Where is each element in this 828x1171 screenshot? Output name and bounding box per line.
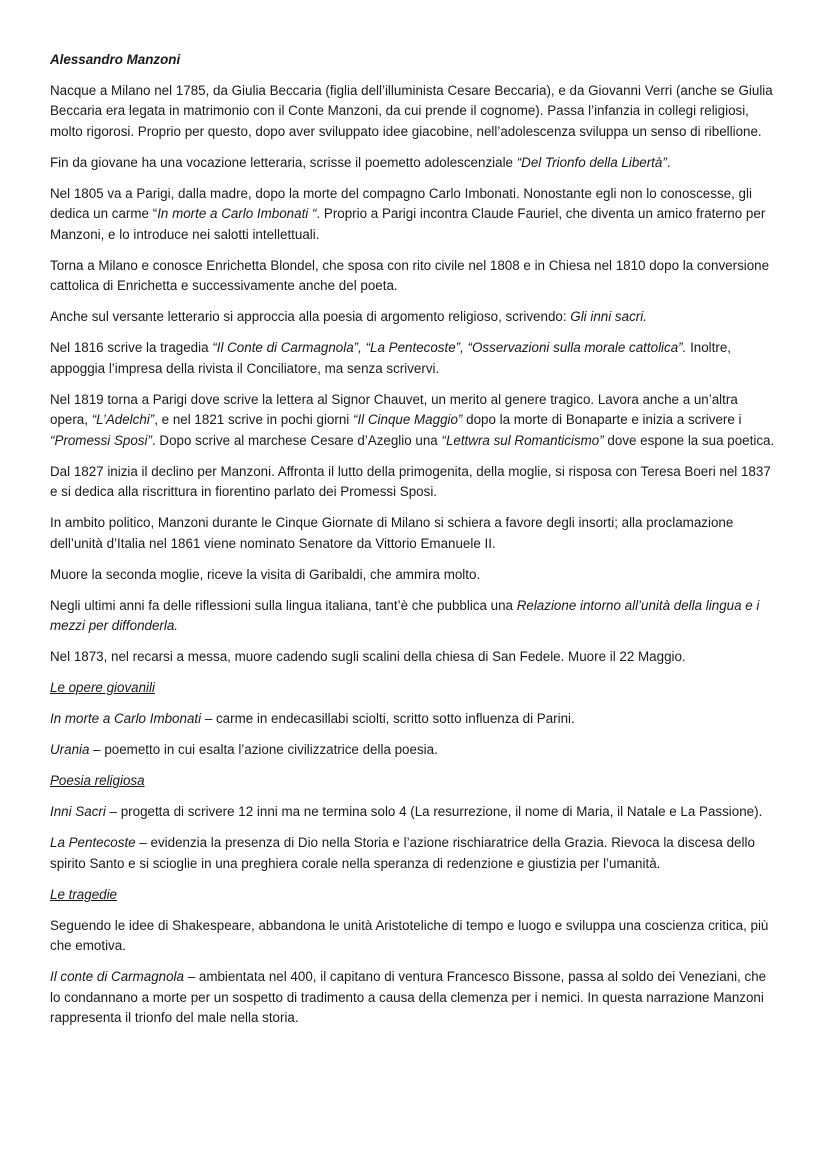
paragraph-religious-poetry: Anche sul versante letterario si approccia alla poesia di argomento religioso, scrivendo: Gli inni sacri. — [50, 309, 647, 324]
heading-tragedies: Le tragedie — [50, 886, 118, 902]
heading-religious-poetry: Poesia religiosa — [50, 773, 145, 788]
paragraph-1819: Nel 1819 torna a Parigi dove scrive la lettera al Signor Chauvet, un merito al genere tragico. Lavora anche a un’altra opera, “L’Adelchi”, e nel 1821 scrive in pochi giorni “Il Cinque Maggio” dopo la morte di Bonaparte e inizia a scrivere i “Promessi Sposi”. Dopo scrive al marchese Cesare d’Azeglio una “Lettwra sul Romanticismo” dove espone la sua poetica. — [50, 391, 775, 448]
paragraph-urania: Urania – poemetto in cui esalta l’azione civilizzatrice della poesia. — [50, 742, 438, 757]
paragraph-language: Negli ultimi anni fa delle riflessioni sulla lingua italiana, tant’è che pubblica una Relazione intorno all’unità della lingua e i mezzi per diffonderla. — [50, 597, 760, 633]
paragraph-decline: Dal 1827 inizia il declino per Manzoni. Affronta il lutto della primogenita, della moglie, si risposa con Teresa Boeri nel 1837 e si dedica alla riscrittura in fiorentino parlato dei Promessi Sposi. — [50, 463, 771, 499]
paragraph-vocation: Fin da giovane ha una vocazione letteraria, scrisse il poemetto adolescenziale “Del Trionfo della Libertà”. — [50, 154, 671, 170]
paragraph-garibaldi: Muore la seconda moglie, riceve la visita di Garibaldi, che ammira molto. — [50, 566, 481, 582]
paragraph-pentecoste: La Pentecoste – evidenzia la presenza di Dio nella Storia e l’azione rischiaratrice della Grazia. Rievoca la discesa dello spirito Santo e si scioglie in una preghiera corale nella speranza di redenzione e giustizia per l’umanità. — [50, 835, 755, 871]
paragraph-imbonati: In morte a Carlo Imbonati – carme in endecasillabi sciolti, scritto sotto influenza di Parini. — [50, 711, 575, 726]
paragraph-1816: Nel 1816 scrive la tragedia “Il Conte di Carmagnola”, “La Pentecoste”, “Osservazioni sulla morale cattolica”. Inoltre, appoggia l’impresa della rivista il Conciliatore, ma senza scrivervi. — [50, 340, 732, 376]
paragraph-birth: Nacque a Milano nel 1785, da Giulia Beccaria (figlia dell’illuminista Cesare Beccaria), e da Giovanni Verri (anche se Giulia Beccaria era legata in matrimonio con il Conte Manzoni, da cui prende il cognome). Passa l’infanzia in collegi religiosi, molto rigorosi. Proprio per questo, dopo aver sviluppato idee giacobine, nell’adolescenza sviluppa un senso di ribellione. — [50, 82, 773, 139]
paragraph-death: Nel 1873, nel recarsi a messa, muore cadendo sugli scalini della chiesa di San Fedele. Muore il 22 Maggio. — [50, 649, 686, 664]
paragraph-paris: Nel 1805 va a Parigi, dalla madre, dopo la morte del compagno Carlo Imbonati. Nonostante egli non lo conoscesse, gli dedica un carme “In morte a Carlo Imbonati “. Proprio a Parigi incontra Claude Fauriel, che diventa un amico fraterno per Manzoni, e lo introduce nei salotti intellettuali. — [50, 185, 766, 242]
paragraph-politics: In ambito politico, Manzoni durante le Cinque Giornate di Milano si schiera a favore degli insorti; alla proclamazione dell’unità d’Italia nel 1861 viene nominato Senatore da Vittorio Emanuele II. — [50, 515, 734, 551]
paragraph-carmagnola: Il conte di Carmagnola – ambientata nel 400, il capitano di ventura Francesco Bissone, passa al soldo dei Veneziani, che lo condannano a morte per un sospetto di tradimento a causa della clemenza per i nemici. In questa narrazione Manzoni rappresenta il trionfo del male nella storia. — [50, 969, 767, 1025]
heading-early-works: Le opere giovanili — [50, 680, 155, 695]
paragraph-inni-sacri: Inni Sacri – progetta di scrivere 12 inni ma ne termina solo 4 (La resurrezione, il nome di Maria, il Natale e La Passione). — [50, 804, 763, 819]
document-title: Alessandro Manzoni — [50, 52, 181, 67]
paragraph-marriage: Torna a Milano e conosce Enrichetta Blondel, che sposa con rito civile nel 1808 e in Chiesa nel 1810 dopo la conversione cattolica di Enrichetta e successivamente anche del poeta. — [50, 257, 770, 293]
paragraph-shakespeare: Seguendo le idee di Shakespeare, abbandona le unità Aristoteliche di tempo e luogo e sviluppa una coscienza critica, più che emotiva. — [50, 917, 769, 953]
